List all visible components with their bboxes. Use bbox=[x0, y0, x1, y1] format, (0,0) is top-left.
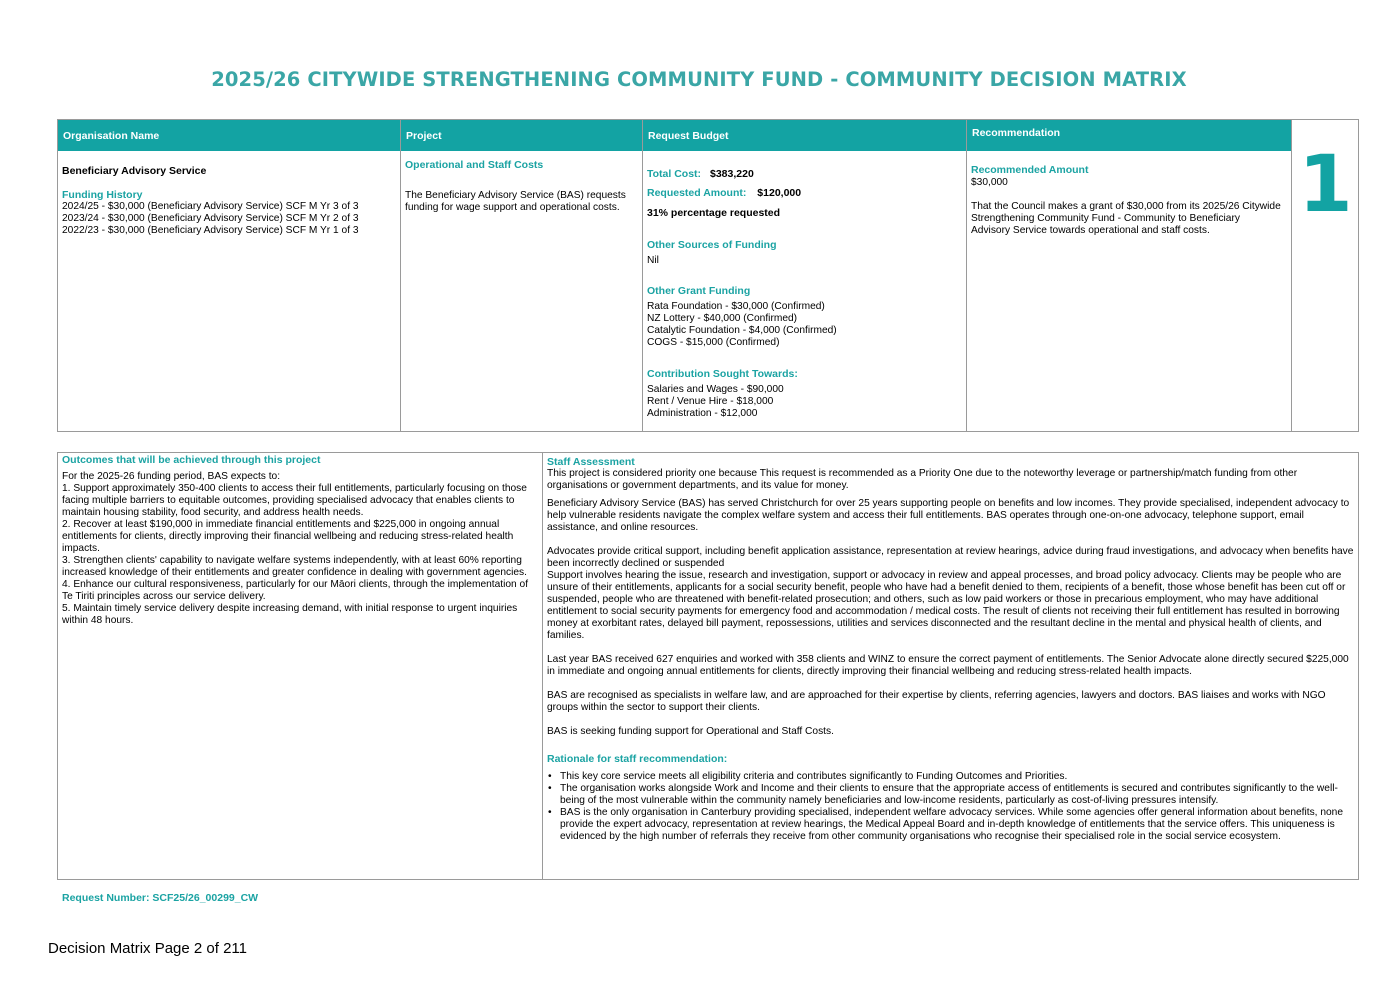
assessment-table bbox=[57, 452, 1359, 880]
assessment-paragraph: Advocates provide critical support, including benefit application assistance, representation at review hearings, advice during fraud investigations, and advocacy when benefits have been incorrectly declined or suspended bbox=[547, 546, 1354, 569]
outcome-item: 3. Strengthen clients' capability to navigate welfare systems independently, with at least 60% reporting increased knowledge of their entitlements and greater confidence in dealing with government agencies. bbox=[62, 555, 527, 578]
rationale-item: • The organisation works alongside Work and Income and their clients to ensure that the appropriate access of entitlements is secured and contributes significantly to the well-being of the most vulnerable within the community namely beneficiaries and low-income residents, particularly as cost-of-living pressures intensify. bbox=[547, 783, 1354, 807]
recommended-amount-label: Recommended Amount bbox=[971, 164, 1089, 176]
outcome-item: 4. Enhance our cultural responsiveness, particularly for our Māori clients, through the implementation of Te Tiriti principles across our service delivery. bbox=[62, 579, 529, 602]
total-cost-value: $383,220 bbox=[709, 168, 754, 180]
requested-amount-label: Requested Amount: bbox=[647, 187, 747, 199]
funding-history-item: 2022/23 - $30,000 (Beneficiary Advisory Service) SCF M Yr 1 of 3 bbox=[62, 225, 359, 236]
rationale-item: • BAS is the only organisation in Canterbury providing specialised, independent welfare advocacy services. While some agencies offer general information about benefits, none provide the expert advocacy, representation at review hearings, the Medical Appeal Board and in-depth knowledge of entitlements that the service offers. This uniqueness is evidenced by the high number of referrals they receive from other community organisations who recognise their specialised role in the social service ecosystem. bbox=[547, 807, 1354, 843]
recommendation-text: That the Council makes a grant of $30,000 from its 2025/26 Citywide Strengthening Community Fund - Community to Beneficiary Advisory Service towards operational and staff costs. bbox=[971, 201, 1281, 236]
grant-item: NZ Lottery - $40,000 (Confirmed) bbox=[647, 313, 798, 324]
organisation-header: Organisation Name bbox=[58, 120, 400, 151]
recommendation-column bbox=[967, 120, 1292, 431]
project-column bbox=[401, 120, 643, 431]
requested-amount-row bbox=[647, 187, 801, 199]
grant-item: Catalytic Foundation - $4,000 (Confirmed) bbox=[647, 325, 837, 336]
outcome-item: 5. Maintain timely service delivery despite increasing demand, with initial response to urgent inquiries within 48 hours. bbox=[62, 603, 518, 626]
budget-column bbox=[643, 120, 967, 431]
funding-history-list bbox=[62, 201, 397, 237]
funding-history-item: 2024/25 - $30,000 (Beneficiary Advisory Service) SCF M Yr 3 of 3 bbox=[62, 201, 359, 212]
assessment-paragraph: Support involves hearing the issue, research and investigation, support or advocacy in review and appeal processes, and broad policy advocacy. Clients may be people who are unsure of their entitlements, applicants for a social security benefit, people who have had a benefit denied to them, recipients of a benefit, those whose benefit has been cut off or suspended, people who are threatened with benefit-related prosecution; and others, such as low paid workers or those in precarious employment, who may have additional entitlement to social security payments for emergency food and accommodation / medical costs. The result of clients not receiving their full entitlement has resulted in borrowing money at exorbitant rates, delayed bill payment, repossessions, utilities and services disconnected and the resultant decline in the mental and physical health of clients, and families. bbox=[547, 570, 1346, 641]
rationale-list bbox=[547, 771, 1354, 843]
other-grants-list bbox=[647, 301, 963, 349]
total-cost-row bbox=[647, 168, 754, 180]
contribution-item: Administration - $12,000 bbox=[647, 408, 758, 419]
budget-header: Request Budget bbox=[643, 120, 966, 151]
total-cost-label: Total Cost: bbox=[647, 168, 702, 180]
organisation-name: Beneficiary Advisory Service bbox=[62, 165, 207, 177]
request-number: Request Number: SCF25/26_00299_CW bbox=[62, 892, 259, 904]
other-sources-label: Other Sources of Funding bbox=[647, 239, 777, 251]
percentage-requested: 31% percentage requested bbox=[647, 207, 781, 219]
assessment-paragraph: BAS is seeking funding support for Operational and Staff Costs. bbox=[547, 726, 834, 737]
page-title: 2025/26 CITYWIDE STRENGTHENING COMMUNITY FUND - COMMUNITY DECISION MATRIX bbox=[211, 68, 1187, 91]
funding-history-label: Funding History bbox=[62, 189, 143, 201]
assessment-paragraph: Last year BAS received 627 enquiries and worked with 358 clients and WINZ to ensure the correct payment of entitlements. The Senior Advocate alone directly secured $225,000 in immediate and ongoing annual entitlements for clients, directly improving their financial wellbeing and reducing stress-related health impacts. bbox=[547, 654, 1349, 677]
priority-statement: This project is considered priority one because This request is recommended as a Priority One due to the noteworthy leverage or partnership/match funding from other organisations or government departments, and its value for money. bbox=[547, 468, 1298, 491]
recommended-amount-value: $30,000 bbox=[971, 177, 1008, 188]
project-header: Project bbox=[401, 120, 642, 151]
decision-summary-table bbox=[57, 119, 1359, 432]
outcomes-intro: For the 2025-26 funding period, BAS expects to: bbox=[62, 471, 281, 482]
outcome-item: 1. Support approximately 350-400 clients to access their full entitlements, particularly focusing on those facing multiple barriers to equitable outcomes, providing specialised advocacy that enables clients to maintain housing stability, food security, and address health needs. bbox=[62, 483, 527, 518]
page-footer: Decision Matrix Page 2 of 211 bbox=[48, 940, 247, 957]
project-name: Operational and Staff Costs bbox=[405, 159, 544, 171]
rationale-item: • This key core service meets all eligibility criteria and contributes significantly to Funding Outcomes and Priorities. bbox=[547, 771, 1354, 783]
grant-item: COGS - $15,000 (Confirmed) bbox=[647, 337, 780, 348]
requested-amount-value: $120,000 bbox=[757, 187, 802, 199]
other-grants-label: Other Grant Funding bbox=[647, 285, 751, 297]
staff-assessment-heading: Staff Assessment bbox=[547, 456, 635, 468]
organisation-column bbox=[58, 120, 401, 431]
rationale-heading: Rationale for staff recommendation: bbox=[547, 753, 728, 765]
project-description: The Beneficiary Advisory Service (BAS) requests funding for wage support and operational costs. bbox=[405, 190, 626, 213]
assessment-paragraph: BAS are recognised as specialists in welfare law, and are approached for their expertise by clients, referring agencies, lawyers and doctors. BAS liaises and works with NGO groups within the sector to support their clients. bbox=[547, 690, 1326, 713]
outcomes-section bbox=[58, 453, 543, 879]
contribution-list bbox=[647, 384, 963, 420]
contribution-label: Contribution Sought Towards: bbox=[647, 368, 798, 380]
recommendation-header: Recommendation bbox=[967, 120, 1291, 151]
priority-rank: 1 bbox=[1298, 140, 1353, 230]
staff-assessment-section bbox=[543, 453, 1358, 879]
contribution-item: Rent / Venue Hire - $18,000 bbox=[647, 396, 774, 407]
contribution-item: Salaries and Wages - $90,000 bbox=[647, 384, 784, 395]
funding-history-item: 2023/24 - $30,000 (Beneficiary Advisory Service) SCF M Yr 2 of 3 bbox=[62, 213, 359, 224]
assessment-paragraph: Beneficiary Advisory Service (BAS) has served Christchurch for over 25 years supporting people on benefits and low incomes. They provide specialised, independent advocacy to help vulnerable residents navigate the complex welfare system and access their full entitlements. BAS operates through one-on-one advocacy, telephone support, email assistance, and online resources. bbox=[547, 498, 1350, 533]
outcome-item: 2. Recover at least $190,000 in immediate financial entitlements and $225,000 in ongoing annual entitlements for clients, directly improving their financial wellbeing and reducing stress-related health impacts. bbox=[62, 519, 514, 554]
outcomes-heading: Outcomes that will be achieved through this project bbox=[62, 454, 321, 466]
other-sources-value: Nil bbox=[647, 255, 659, 266]
grant-item: Rata Foundation - $30,000 (Confirmed) bbox=[647, 301, 825, 312]
